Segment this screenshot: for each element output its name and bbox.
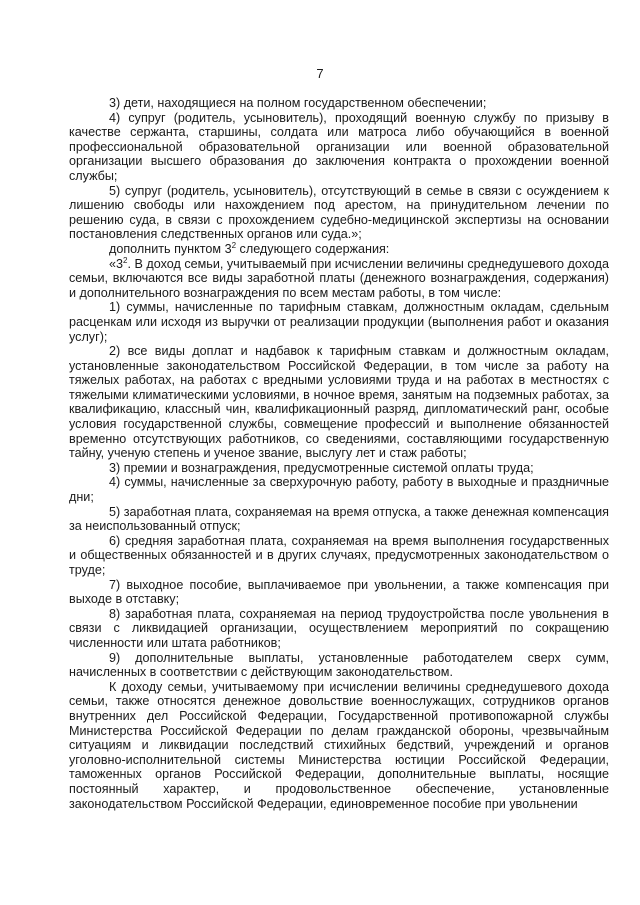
paragraph-sub-3: 3) премии и вознаграждения, предусмотренные системой оплаты труда; — [109, 460, 534, 475]
paragraph-sub-2: 2) все виды доплат и надбавок к тарифным ставкам и должностным окладам, установленные законодательством Российской Федерации, в том числе за работу на тяжелых работах, на работах с вредными условиями труда и на работах в местностях с тяжелыми климатическими условиями, в ночное время, занятым на подземных работах, за квалификацию, классный чин, квалификационный разряд, дипломатический ранг, особые условия государственной службы, совмещение профессий и выполнение обязанностей временно отсутствующих работников, со сведениями, составляющими государственную тайну, ученую степень и ученое звание, выслугу лет и стаж работы; — [69, 344, 609, 461]
paragraph-sub-4: 4) суммы, начисленные за сверхурочную работу, работу в выходные и праздничные дни; — [69, 475, 609, 505]
amendment-intro-tail: следующего содержания: — [236, 241, 390, 256]
paragraph-sub-8: 8) заработная плата, сохраняемая на период трудоустройства после увольнения в связи с ликвидацией организации, осуществлением мероприятий по сокращению численности или штата работников; — [69, 606, 609, 650]
paragraph-sub-7: 7) выходное пособие, выплачиваемое при увольнении, а также компенсация при выходе в отставку; — [69, 577, 609, 607]
paragraph-item-4: 4) супруг (родитель, усыновитель), проходящий военную службу по призыву в качестве сержанта, старшины, солдата или матроса либо обучающийся в военной профессиональной образовательной организации или военной образовательной организации высшего образования до заключения контракта о прохождении военной службы; — [69, 110, 609, 183]
amendment-intro-text: дополнить пунктом 3 — [109, 241, 232, 256]
paragraph-sub-6: 6) средняя заработная плата, сохраняемая на время выполнения государственных и общественных обязанностей и в других случаях, предусмотренных законодательством о труде; — [69, 533, 609, 577]
clause-text: . В доход семьи, учитываемый при исчислении величины среднедушевого дохода семьи, включаются все виды заработной платы (денежного вознаграждения, содержания) и дополнительного вознаграждения по всем местам работы, в том числе: — [69, 256, 609, 300]
clause-number: «3 — [109, 256, 124, 271]
page-number: 7 — [316, 66, 324, 81]
document-body — [69, 96, 609, 811]
paragraph-item-5: 5) супруг (родитель, усыновитель), отсутствующий в семье в связи с осуждением к лишению свободы или нахождением под арестом, на принудительном лечении по решению суда, в связи с прохождением судебно-медицинской экспертизы на основании постановления следственных органов или суда.»; — [69, 183, 609, 242]
paragraph-sub-1: 1) суммы, начисленные по тарифным ставкам, должностным окладам, сдельным расценкам или исходя из выручки от реализации продукции (выполнения работ и оказания услуг); — [69, 300, 609, 344]
paragraph-sub-5: 5) заработная плата, сохраняемая на время отпуска, а также денежная компенсация за неиспользованный отпуск; — [69, 504, 609, 534]
paragraph-amendment-intro — [69, 242, 609, 257]
paragraph-clause-3-2 — [69, 257, 609, 301]
superscript: 2 — [123, 255, 128, 265]
paragraph-family-income: К доходу семьи, учитываемому при исчислении величины среднедушевого дохода семьи, также относятся денежное довольствие военнослужащих, сотрудников органов внутренних дел Российской Федерации, Государственной противопожарной службы Министерства Российской Федерации по делам гражданской обороны, чрезвычайным ситуациям и ликвидации последствий стихийных бедствий, учреждений и органов уголовно-исполнительной системы Министерства юстиции Российской Федерации, таможенных органов Российской Федерации, дополнительные выплаты, носящие постоянный характер, и продовольственное обеспечение, установленные законодательством Российской Федерации, единовременное пособие при увольнении — [69, 679, 609, 811]
superscript: 2 — [231, 240, 237, 250]
paragraph-item-3: 3) дети, находящиеся на полном государственном обеспечении; — [109, 96, 487, 110]
paragraph-sub-9: 9) дополнительные выплаты, установленные работодателем сверх сумм, начисленных в соответствии с действующим законодательством. — [69, 650, 609, 680]
